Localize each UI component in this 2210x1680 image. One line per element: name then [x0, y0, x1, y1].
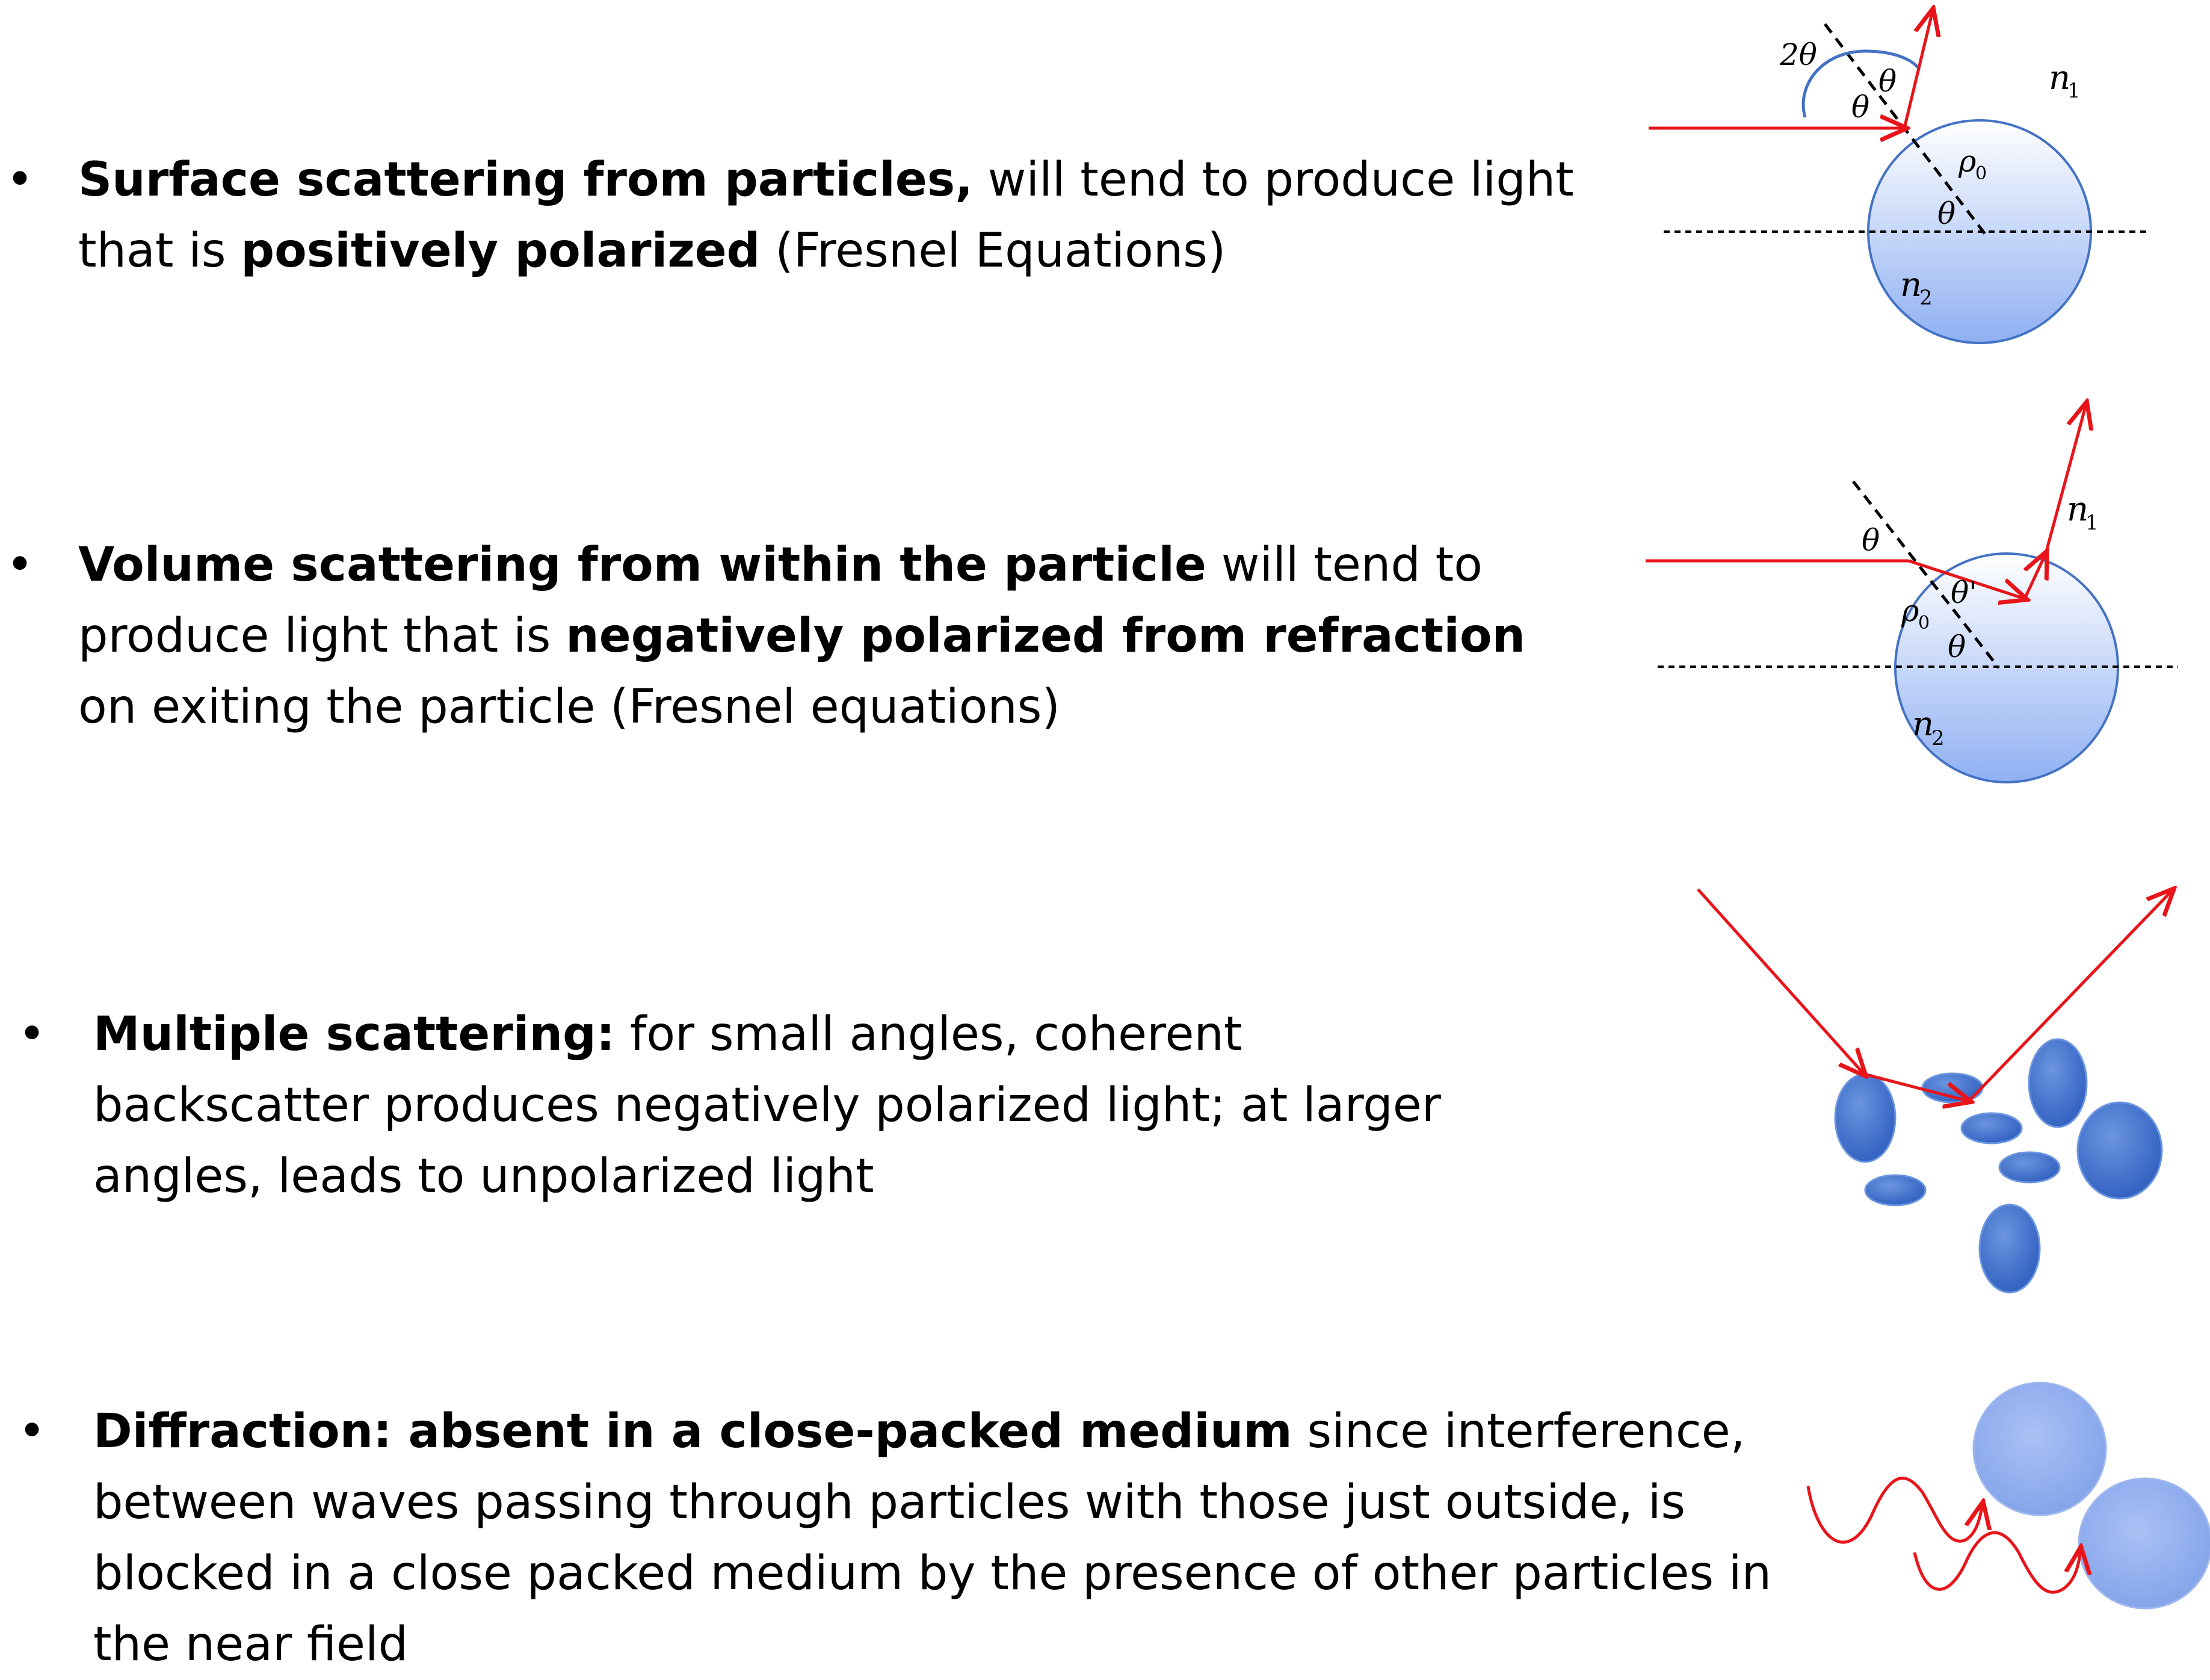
label-rho: ρ	[1958, 144, 1977, 179]
figure-surface-scattering	[1649, 11, 2151, 343]
particle	[1835, 1074, 1895, 1162]
figure-volume-scattering	[1646, 404, 2178, 782]
exit-ray	[2046, 404, 2089, 554]
plain-phrase: since interference, between waves passing through particles with those just outside, is blocked in a close packed medium by the presence of other particles in the near field	[93, 1404, 1772, 1672]
particle	[1999, 1152, 2060, 1182]
plain-phrase: for small angles, coherent backscatter produces negatively polarized light; at larger angles, leads to unpolarized light	[93, 1007, 1441, 1203]
wave-upper	[1808, 1478, 1983, 1542]
bold-phrase: Volume scattering from within the particle	[78, 538, 1206, 592]
bold-phrase: Diffraction: absent in a close-packed medium	[93, 1404, 1292, 1459]
bold-phrase: negatively polarized from refraction	[566, 609, 1526, 663]
bullet-marker: •	[18, 1007, 46, 1061]
label-theta-upper: θ	[1862, 523, 1880, 558]
particle	[1974, 1383, 2106, 1515]
particle	[2029, 1039, 2087, 1127]
label-n2-sub: 2	[1919, 286, 1933, 310]
particle	[1962, 1113, 2022, 1143]
label-n2: n	[1900, 265, 1922, 304]
label-theta-prime: θ'	[1951, 575, 1977, 610]
plain-phrase: will tend to produce light that is	[78, 538, 1483, 663]
bullet-marker: •	[6, 153, 34, 207]
particle	[1980, 1205, 2040, 1292]
plain-phrase: on exiting the particle (Fresnel equations)	[78, 680, 1060, 734]
particle	[2079, 1478, 2210, 1608]
label-theta-center: θ	[1937, 196, 1956, 231]
label-n1: n	[2049, 58, 2071, 97]
label-theta-center: θ	[1948, 629, 1966, 664]
label-theta-lower: θ	[1851, 90, 1870, 125]
label-2theta: 2θ	[1780, 37, 1817, 72]
figure-diffraction	[1808, 1383, 2210, 1608]
bold-phrase: positively polarized	[241, 224, 761, 278]
label-n2: n	[1912, 705, 1934, 744]
bullet-marker: •	[6, 538, 34, 592]
incident-ray	[1698, 889, 1864, 1074]
particle	[2078, 1102, 2162, 1199]
label-rho-sub: 0	[1918, 613, 1930, 634]
plain-phrase: will tend to produce light that is	[78, 153, 1574, 278]
label-rho-sub: 0	[1975, 163, 1987, 184]
label-n2-sub: 2	[1931, 726, 1945, 750]
label-n1-sub: 1	[2067, 79, 2081, 103]
reflected-ray	[1904, 11, 1933, 128]
bold-phrase: Surface scattering from particles,	[78, 153, 973, 207]
figure-multiple-scattering	[1698, 889, 2172, 1292]
plain-phrase: (Fresnel Equations)	[760, 224, 1226, 278]
label-theta-upper: θ	[1878, 64, 1897, 99]
label-n1: n	[2067, 490, 2089, 529]
label-rho: ρ	[1901, 593, 1919, 628]
bold-phrase: Multiple scattering:	[93, 1007, 616, 1061]
wave-lower	[1915, 1533, 2081, 1592]
bullet-marker: •	[18, 1404, 46, 1459]
particle	[1865, 1175, 1925, 1205]
label-n1-sub: 1	[2085, 511, 2099, 535]
